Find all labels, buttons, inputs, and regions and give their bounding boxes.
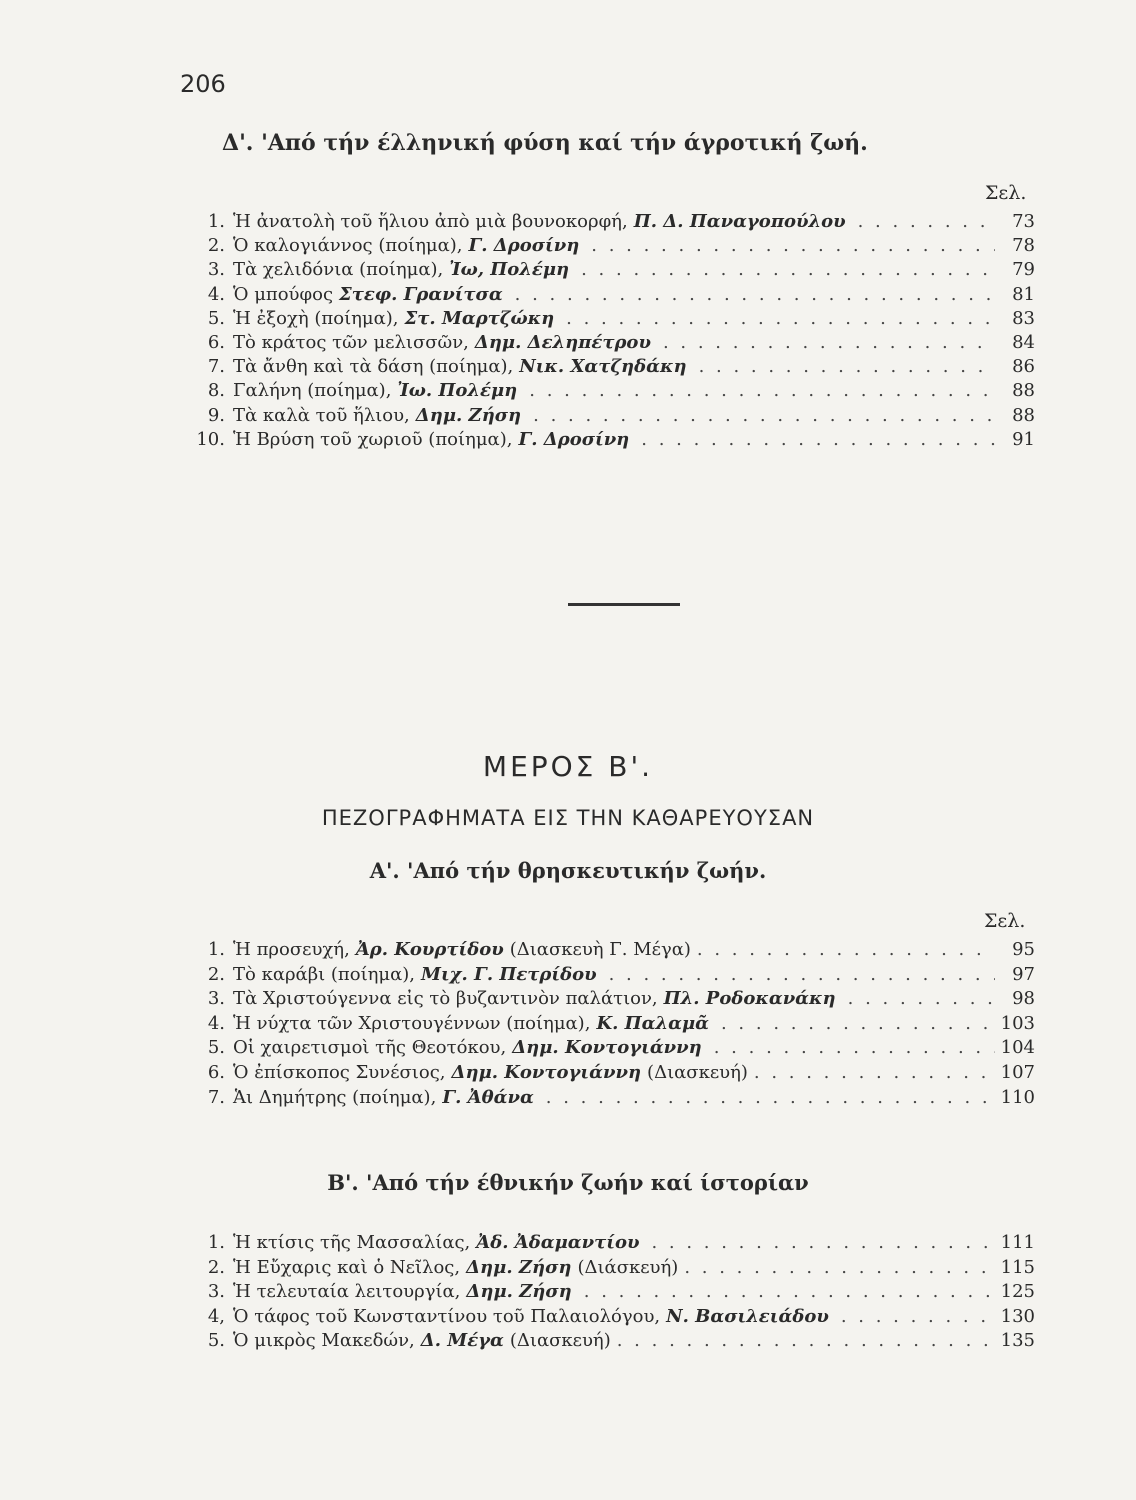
toc-list-section-b xyxy=(195,1232,1035,1355)
entry-title: Τὸ κράτος τῶν μελισσῶν, xyxy=(233,331,469,353)
entry-title: Ἡ Εὔχαρις καὶ ὁ Νεῖλος, xyxy=(233,1256,461,1278)
part-subtitle: ΠΕΖΟΓΡΑΦΗΜΑΤΑ ΕΙΣ ΤΗΝ ΚΑΘΑΡΕΥΟΥΣΑΝ xyxy=(321,806,815,830)
entry-number: 1. xyxy=(207,211,225,232)
entry-title: Ἡ νύχτα τῶν Χριστουγέννων (ποίημα), xyxy=(233,1012,591,1034)
entry-title: Ὁ μικρὸς Μακεδών, xyxy=(233,1330,415,1351)
entry-title: Ὁ μπούφος xyxy=(233,283,334,305)
toc-list-section-d xyxy=(195,211,1035,453)
toc-entry xyxy=(195,259,1035,283)
entry-number: 7. xyxy=(207,356,225,378)
entry-author: Κ. Παλαμᾶ xyxy=(596,1012,709,1034)
entry-author: Ἰω, Πολέμη xyxy=(449,259,570,281)
toc-entry xyxy=(195,1306,1035,1331)
entry-number: 6. xyxy=(207,1061,225,1083)
entry-author: Δημ. Κοντογιάννη xyxy=(512,1037,702,1059)
entry-author: Γ. Δροσίνη xyxy=(468,235,580,257)
leader-dots xyxy=(584,1281,995,1302)
leader-dots xyxy=(529,380,995,401)
entry-title: Ἁι Δημήτρης (ποίημα), xyxy=(233,1086,437,1108)
entry-page-number: 130 xyxy=(1000,1305,1035,1327)
leader-dots xyxy=(699,356,995,377)
part-title: ΜΕΡΟΣ Β'. xyxy=(482,750,654,783)
leader-dots xyxy=(651,1232,995,1253)
divider-rule xyxy=(568,603,680,606)
entry-page-number: 97 xyxy=(1012,963,1035,985)
toc-entry xyxy=(195,284,1035,308)
toc-entry xyxy=(195,1013,1035,1038)
entry-author: Γ. Ἀθάνα xyxy=(442,1086,534,1108)
entry-number: 5. xyxy=(207,1037,225,1059)
entry-title: Ἡ τελευταία λειτουργία, xyxy=(233,1281,461,1302)
entry-title: Ἡ ἀνατολὴ τοῦ ἥλιου ἀπὸ μιὰ βουνοκορφή, xyxy=(233,211,628,232)
entry-author: Δημ. Κοντογιάννη xyxy=(451,1061,642,1083)
entry-author: Νικ. Χατζηδάκη xyxy=(519,356,687,378)
entry-note: (Διασκευή) xyxy=(647,1061,748,1083)
toc-entry xyxy=(195,1087,1035,1112)
entry-title: Ὁ τάφος τοῦ Κωνσταντίνου τοῦ Παλαιολόγου, xyxy=(233,1305,661,1327)
entry-page-number: 81 xyxy=(1012,283,1035,305)
toc-entry xyxy=(195,380,1035,404)
page-column-label: Σελ. xyxy=(984,910,1026,932)
entry-title: Οἱ χαιρετισμοὶ τῆς Θεοτόκου, xyxy=(233,1037,507,1059)
toc-entry xyxy=(195,1037,1035,1062)
entry-number: 6. xyxy=(207,331,225,353)
entry-number: 1. xyxy=(207,939,225,960)
toc-entry xyxy=(195,332,1035,356)
toc-entry xyxy=(195,429,1035,453)
entry-page-number: 98 xyxy=(1012,988,1035,1010)
leader-dots xyxy=(841,1306,995,1327)
entry-author: Δημ. Ζήση xyxy=(466,1256,572,1278)
entry-page-number: 135 xyxy=(1000,1330,1035,1351)
entry-author: Πλ. Ροδοκανάκη xyxy=(663,988,836,1010)
entry-title: Ἡ Βρύση τοῦ χωριοῦ (ποίημα), xyxy=(233,428,513,450)
toc-entry xyxy=(195,235,1035,259)
entry-page-number: 95 xyxy=(1012,939,1035,960)
entry-number: 4, xyxy=(207,1305,225,1327)
leader-dots xyxy=(858,211,995,232)
entry-title: Τὰ ἄνθη καὶ τὰ δάση (ποίημα), xyxy=(233,356,514,378)
entry-author: Ν. Βασιλειάδου xyxy=(666,1305,829,1327)
entry-page-number: 73 xyxy=(1012,211,1035,232)
entry-number: 2. xyxy=(207,963,225,985)
entry-author: Στ. Μαρτζώκη xyxy=(404,307,555,329)
section-d-title: Δ'. 'Από τήν έλληνική φύση καί τήν άγροτική ζωή. xyxy=(222,130,868,156)
entry-page-number: 91 xyxy=(1012,428,1035,450)
entry-page-number: 111 xyxy=(1000,1232,1035,1253)
section-b-title: Β'. 'Από τήν έθνικήν ζωήν καί ίστορίαν xyxy=(327,1170,809,1195)
entry-title: Ἡ ἐξοχὴ (ποίημα), xyxy=(233,307,399,329)
leader-dots xyxy=(684,1257,995,1278)
toc-entry xyxy=(195,1281,1035,1306)
entry-number: 2. xyxy=(207,235,225,257)
leader-dots xyxy=(591,235,995,256)
entry-page-number: 110 xyxy=(1000,1086,1035,1108)
toc-entry xyxy=(195,1232,1035,1257)
entry-note: (Διάσκευή) xyxy=(577,1256,679,1278)
entry-number: 9. xyxy=(207,404,225,426)
entry-number: 4. xyxy=(207,1012,225,1034)
entry-page-number: 78 xyxy=(1012,235,1035,257)
section-a-title: Α'. 'Από τήν θρησκευτικήν ζωήν. xyxy=(369,858,767,883)
entry-page-number: 79 xyxy=(1012,259,1035,281)
entry-title: Τὸ καράβι (ποίημα), xyxy=(233,963,416,985)
leader-dots xyxy=(609,964,995,985)
entry-page-number: 125 xyxy=(1000,1281,1035,1302)
entry-title: Ὁ ἐπίσκοπος Συνέσιος, xyxy=(233,1061,446,1083)
entry-author: Ἰω. Πολέμη xyxy=(397,380,518,402)
entry-author: Δημ. Ζήση xyxy=(415,404,522,426)
entry-author: Δημ. Ζήση xyxy=(466,1281,572,1302)
toc-entry xyxy=(195,1330,1035,1355)
entry-page-number: 115 xyxy=(1000,1256,1035,1278)
leader-dots xyxy=(641,429,995,450)
entry-page-number: 86 xyxy=(1012,356,1035,378)
page-column-label: Σελ. xyxy=(985,182,1027,204)
toc-list-section-a xyxy=(195,939,1035,1111)
entry-page-number: 103 xyxy=(1000,1012,1035,1034)
entry-page-number: 104 xyxy=(1000,1037,1035,1059)
entry-number: 5. xyxy=(207,1330,225,1351)
entry-page-number: 84 xyxy=(1012,331,1035,353)
entry-title: Ἡ κτίσις τῆς Μασσαλίας, xyxy=(233,1232,471,1253)
toc-entry xyxy=(195,1062,1035,1087)
toc-entry xyxy=(195,211,1035,235)
entry-title: Ἡ προσευχή, xyxy=(233,939,350,960)
entry-note: (Διασκευὴ Γ. Μέγα) xyxy=(509,939,691,960)
entry-number: 3. xyxy=(207,259,225,281)
leader-dots xyxy=(754,1062,995,1083)
toc-entry xyxy=(195,405,1035,429)
leader-dots xyxy=(581,259,995,280)
leader-dots xyxy=(721,1013,995,1034)
toc-entry xyxy=(195,988,1035,1013)
entry-author: Στεφ. Γρανίτσα xyxy=(339,283,503,305)
leader-dots xyxy=(566,308,995,329)
entry-title: Ὁ καλογιάννος (ποίημα), xyxy=(233,235,463,257)
entry-number: 3. xyxy=(207,1281,225,1302)
entry-note: (Διασκευή) xyxy=(509,1330,611,1351)
entry-number: 1. xyxy=(207,1232,225,1253)
toc-entry xyxy=(195,356,1035,380)
leader-dots xyxy=(714,1037,995,1058)
entry-page-number: 83 xyxy=(1012,307,1035,329)
entry-title: Γαλήνη (ποίημα), xyxy=(233,380,392,402)
entry-author: Δ. Μέγα xyxy=(420,1330,504,1351)
leader-dots xyxy=(546,1087,995,1108)
toc-entry xyxy=(195,939,1035,964)
entry-page-number: 107 xyxy=(1000,1061,1035,1083)
entry-title: Τὰ Χριστούγεννα εἰς τὸ βυζαντινὸν παλάτιον, xyxy=(233,988,658,1010)
leader-dots xyxy=(697,939,995,960)
entry-number: 3. xyxy=(207,988,225,1010)
entry-author: Γ. Δροσίνη xyxy=(518,428,630,450)
entry-title: Τὰ καλὰ τοῦ ἥλιου, xyxy=(233,404,410,426)
entry-number: 8. xyxy=(207,380,225,402)
entry-title: Τὰ χελιδόνια (ποίημα), xyxy=(233,259,444,281)
toc-entry xyxy=(195,1257,1035,1282)
entry-number: 2. xyxy=(207,1256,225,1278)
leader-dots xyxy=(663,332,995,353)
leader-dots xyxy=(533,405,995,426)
toc-entry xyxy=(195,308,1035,332)
entry-number: 4. xyxy=(207,283,225,305)
page-number: 206 xyxy=(180,70,226,98)
leader-dots xyxy=(617,1330,995,1351)
entry-author: Ἀδ. Ἀδαμαντίου xyxy=(476,1232,640,1253)
toc-entry xyxy=(195,964,1035,989)
leader-dots xyxy=(848,988,995,1009)
leader-dots xyxy=(515,284,995,305)
entry-number: 10. xyxy=(196,428,225,450)
entry-number: 7. xyxy=(207,1086,225,1108)
entry-author: Π. Δ. Παναγοπούλου xyxy=(633,211,846,232)
entry-page-number: 88 xyxy=(1012,404,1035,426)
entry-author: Μιχ. Γ. Πετρίδου xyxy=(421,963,597,985)
entry-author: Ἀρ. Κουρτίδου xyxy=(355,939,504,960)
entry-page-number: 88 xyxy=(1012,380,1035,402)
entry-author: Δημ. Δεληπέτρου xyxy=(474,331,651,353)
entry-number: 5. xyxy=(207,307,225,329)
